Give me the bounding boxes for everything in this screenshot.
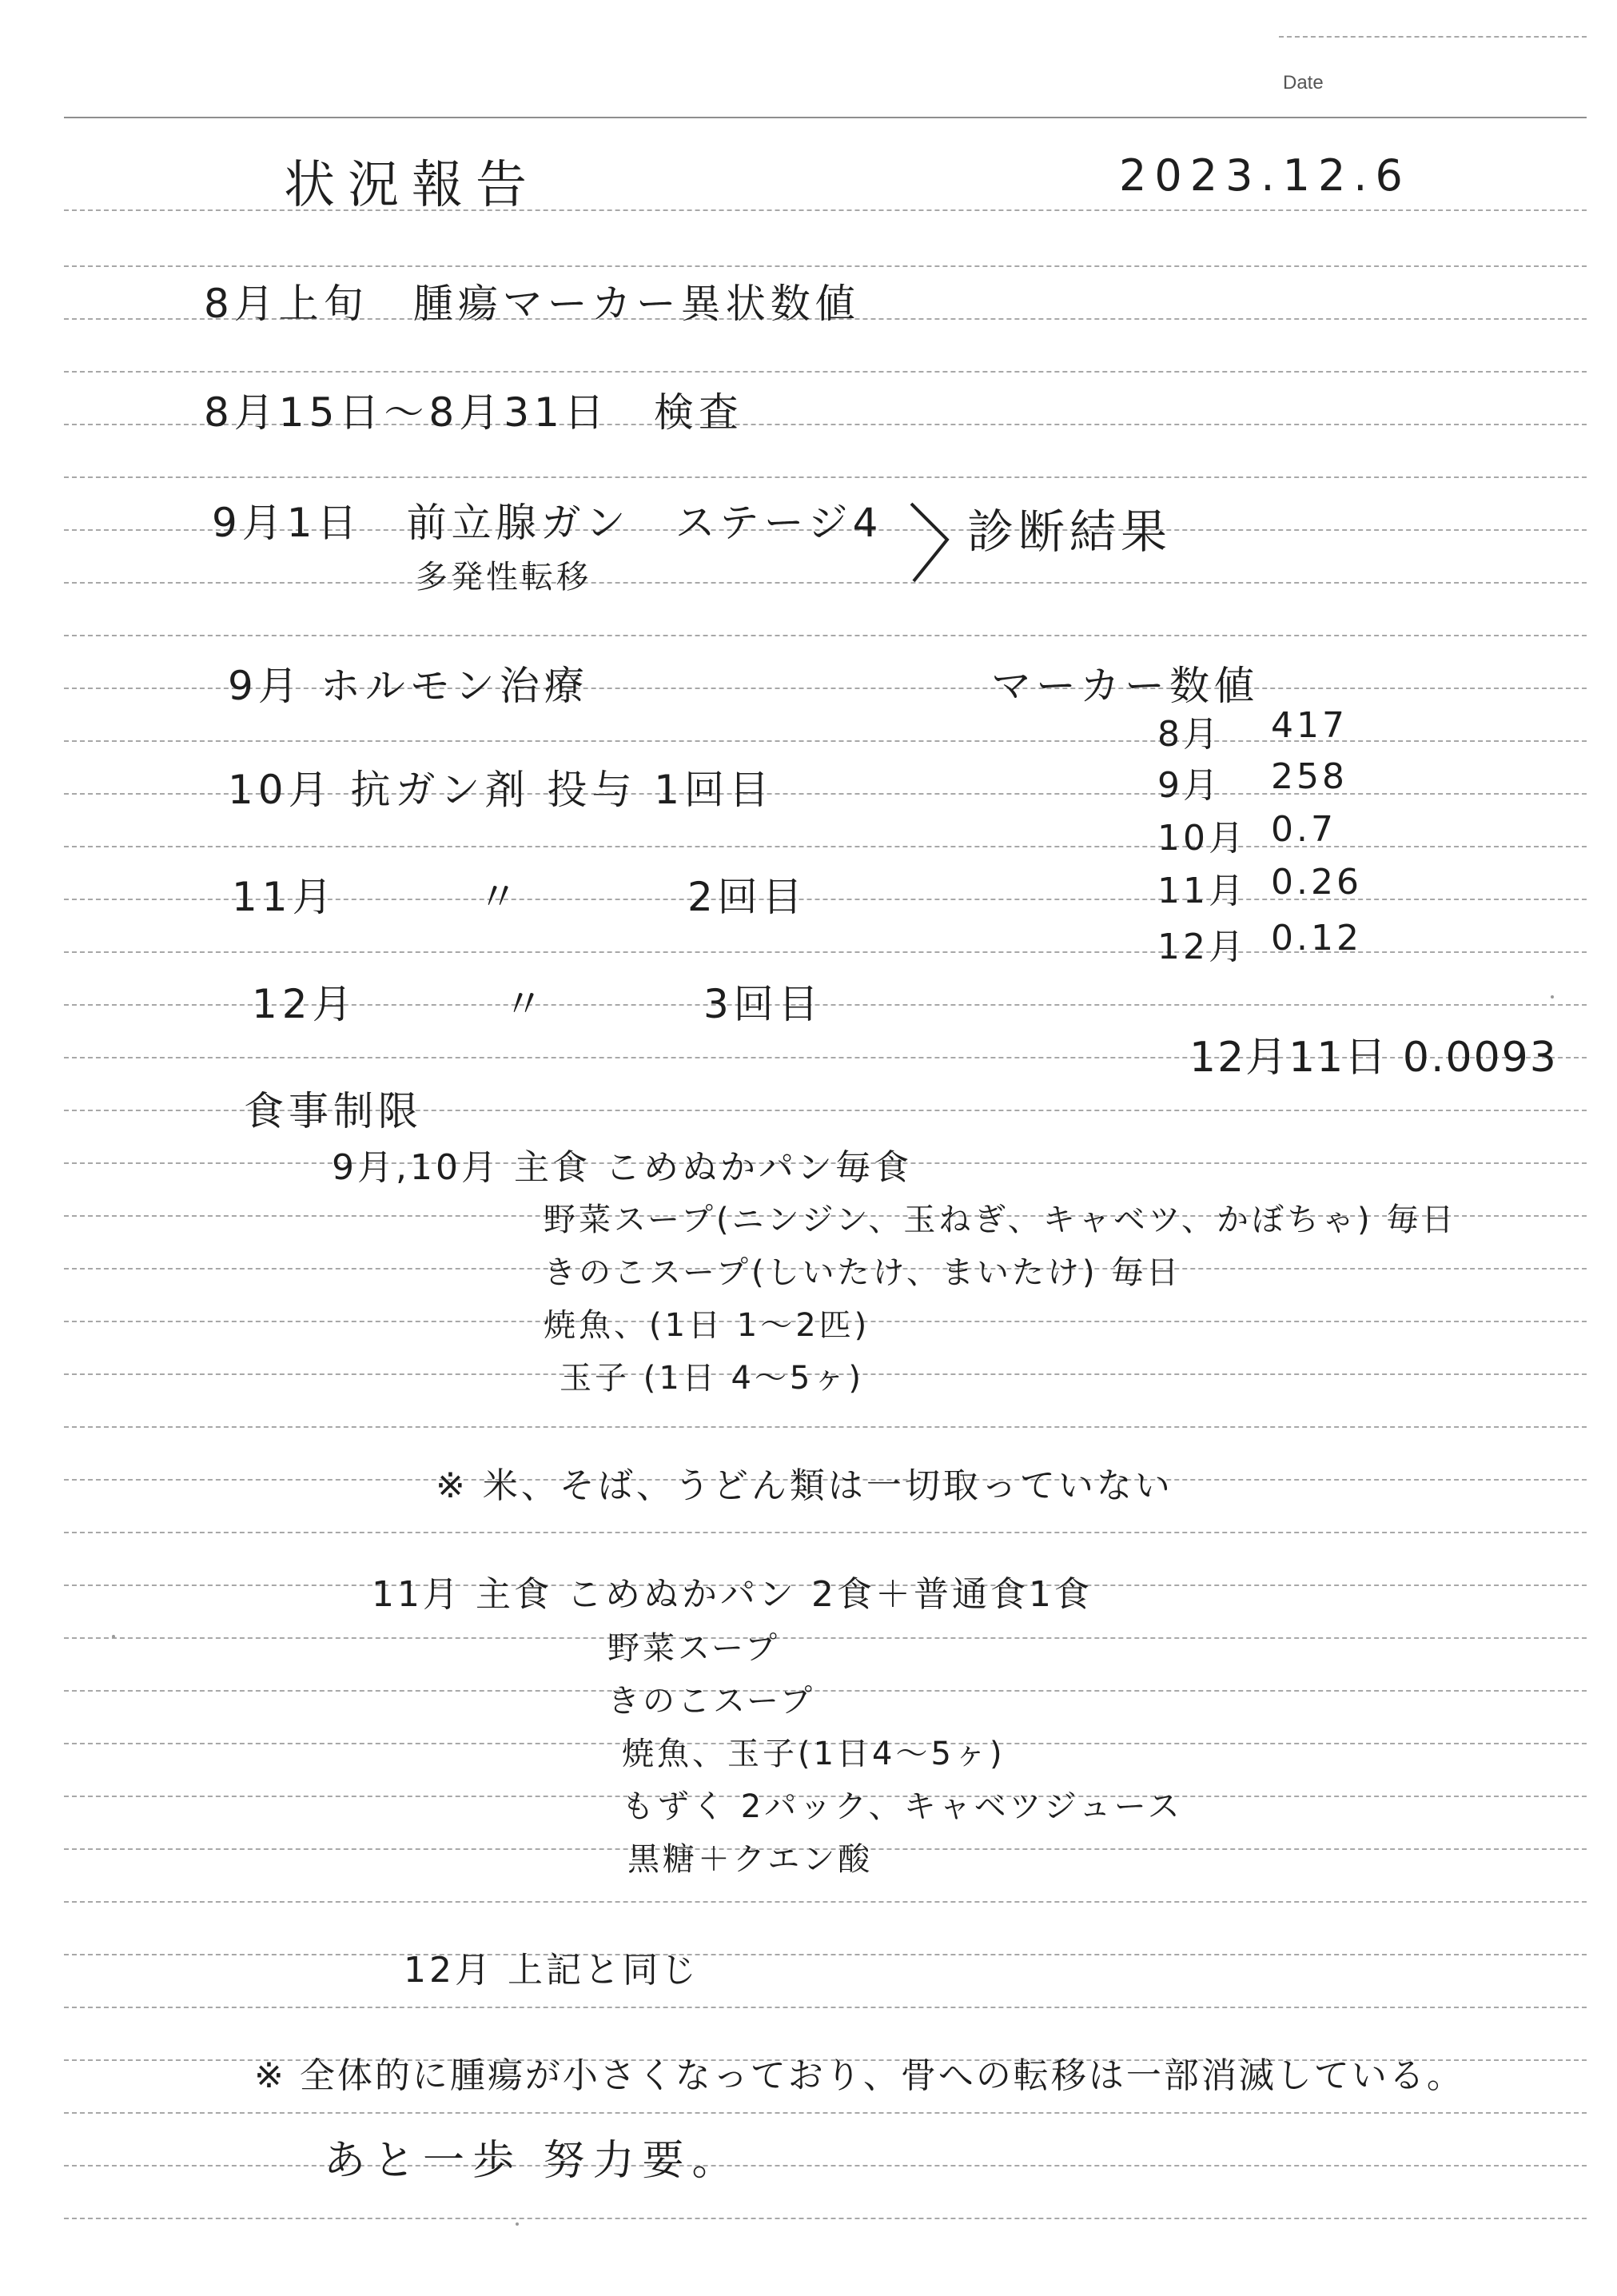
rule-line: [64, 1532, 1587, 1533]
timeline-line: 8月15日～8月31日 検査: [204, 389, 743, 436]
report-title: 状況報告: [284, 156, 540, 215]
rule-line: [64, 635, 1587, 636]
marker-value: 258: [1271, 756, 1348, 797]
timeline-line: 2回目: [687, 874, 807, 920]
scan-dot: [516, 2222, 519, 2226]
timeline-line: 多発性転移: [416, 559, 591, 596]
diagnosis-label: 診断結果: [967, 504, 1173, 559]
marker-month: 9月: [1157, 765, 1221, 806]
diet-item: 玉子 (1日 4～5ヶ): [560, 1360, 864, 1397]
rule-line: [64, 582, 1587, 584]
report-date: 2023.12.6: [1119, 150, 1411, 201]
rule-line: [64, 476, 1587, 478]
ditto-mark: 〃: [478, 874, 523, 920]
diet-item: きのこスープ(しいたけ、まいたけ) 毎日: [544, 1254, 1182, 1291]
timeline-line: 11月: [232, 874, 337, 920]
rule-line: [64, 1690, 1587, 1692]
diet-item: 黒糖＋クエン酸: [627, 1841, 874, 1878]
marker-heading: マーカー数値: [991, 663, 1259, 709]
rule-line: [64, 2112, 1587, 2114]
rule-line: [64, 2218, 1587, 2219]
marker-month: 8月: [1157, 714, 1221, 755]
rule-line: [64, 1901, 1587, 1903]
date-label: Date: [1283, 72, 1324, 94]
rule-line: [64, 371, 1587, 373]
marker-month: 12月: [1157, 927, 1247, 967]
marker-value: 0.7: [1271, 809, 1336, 850]
timeline-line: 3回目: [703, 981, 823, 1027]
rule-line: [64, 2007, 1587, 2008]
marker-month: 11月: [1157, 871, 1247, 911]
diet-heading: 食事制限: [244, 1088, 423, 1134]
scan-dot: [112, 1635, 115, 1638]
ditto-mark: 〃: [504, 981, 548, 1027]
rule-line: [64, 2165, 1587, 2166]
scan-dot: [1551, 995, 1554, 999]
summary-note: ※ 全体的に腫瘍が小さくなっており、骨への転移は一部消滅している。: [254, 2055, 1464, 2096]
rule-line: [64, 1426, 1587, 1428]
diet-plan-dec: 12月 上記と同じ: [404, 1950, 699, 1991]
timeline-line: 10月 抗ガン剤 投与 1回目: [228, 767, 775, 813]
timeline-line: 9月1日 前立腺ガン ステージ4: [212, 500, 883, 546]
rule-line: [64, 117, 1587, 118]
diet-plan-nov: 11月 主食 こめぬかパン 2食＋普通食1食: [372, 1574, 1093, 1615]
diet-item: 野菜スープ(ニンジン、玉ねぎ、キャベツ、かぼちゃ) 毎日: [544, 1202, 1457, 1238]
rule-line: [64, 740, 1587, 742]
diet-item: 焼魚、(1日 1～2匹): [544, 1307, 870, 1344]
rule-line: [64, 265, 1587, 267]
date-line: [1279, 36, 1587, 38]
rule-line: [64, 1954, 1587, 1955]
timeline-line: 8月上旬 腫瘍マーカー異状数値: [204, 281, 860, 327]
marker-value: 417: [1271, 705, 1348, 746]
timeline-line: 9月 ホルモン治療: [228, 663, 589, 709]
rule-line: [64, 846, 1587, 847]
diet-item: きのこスープ: [607, 1683, 815, 1720]
rule-line: [64, 1637, 1587, 1639]
closing-note: あと一歩 努力要。: [324, 2137, 742, 2185]
diet-item: 野菜スープ: [607, 1630, 780, 1667]
timeline-line: 12月: [252, 981, 357, 1027]
marker-latest: 12月11日 0.0093: [1189, 1034, 1558, 1082]
marker-month: 10月: [1157, 818, 1247, 859]
diet-plan-sep-oct: 9月,10月 主食 こめぬかパン毎食: [332, 1147, 912, 1188]
diet-item: もずく 2パック、キャベツジュース: [622, 1788, 1183, 1825]
marker-value: 0.12: [1271, 918, 1362, 959]
marker-value: 0.26: [1271, 862, 1362, 903]
diet-item: 焼魚、玉子(1日4～5ヶ): [622, 1736, 1006, 1772]
diet-note: ※ 米、そば、うどん類は一切取っていない: [436, 1465, 1173, 1506]
bracket-mark: [907, 500, 955, 588]
